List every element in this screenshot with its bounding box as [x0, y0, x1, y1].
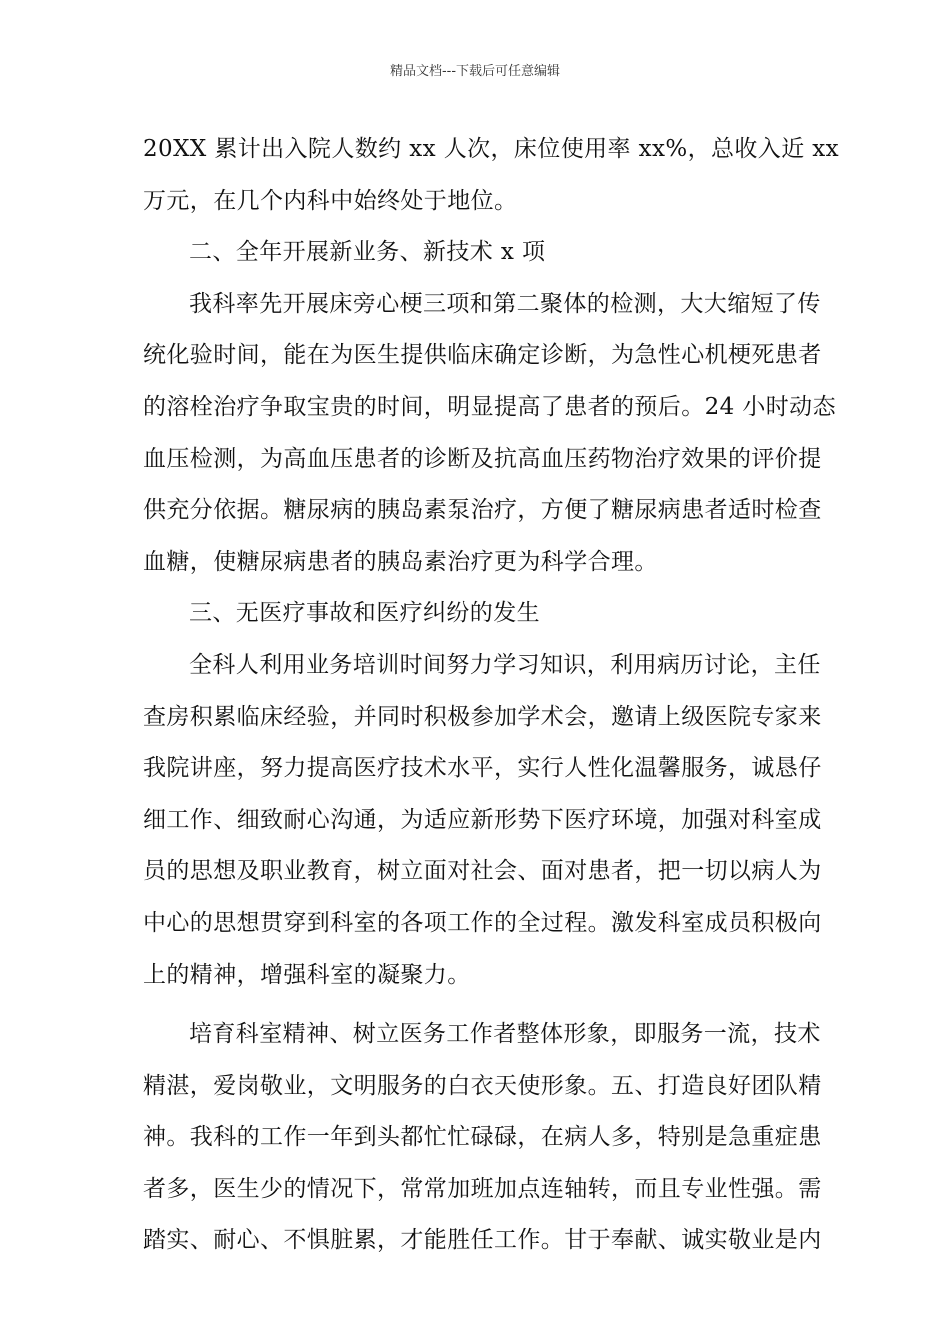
section-heading: 二、全年开展新业务、新技术 x 项: [189, 239, 546, 266]
document-body: [143, 124, 840, 1267]
text-line: 我院讲座，努力提高医疗技术水平，实行人性化温馨服务，诚恳仔: [143, 755, 822, 782]
text-line: 万元，在几个内科中始终处于地位。: [143, 187, 518, 214]
text-line: 中心的思想贯穿到科室的各项工作的全过程。激发科室成员积极向: [143, 909, 822, 936]
text-line: 统化验时间，能在为医生提供临床确定诊断，为急性心机梗死患者: [143, 342, 822, 369]
paragraph-gap: [143, 1001, 811, 1009]
text-line: 细工作、细致耐心沟通，为适应新形势下医疗环境，加强对科室成: [143, 806, 822, 833]
text-line: 者多，医生少的情况下，常常加班加点连轴转，而且专业性强。需: [143, 1175, 822, 1202]
text-line: 血糖，使糖尿病患者的胰岛素治疗更为科学合理。: [143, 548, 658, 575]
text-line: 我科率先开展床旁心梗三项和第二聚体的检测，大大缩短了传: [189, 290, 821, 317]
text-line: 全科人利用业务培训时间努力学习知识，利用病历讨论，主任: [189, 651, 821, 678]
text-line: 培育科室精神、树立医务工作者整体形象，即服务一流，技术: [189, 1021, 821, 1048]
text-line: 上的精神，增强科室的凝聚力。: [143, 961, 471, 988]
text-line: 踏实、耐心、不惧脏累，才能胜任工作。甘于奉献、诚实敬业是内: [143, 1227, 822, 1254]
text-line: 血压检测，为高血压患者的诊断及抗高血压药物治疗效果的评价提: [143, 445, 822, 472]
text-line: 供充分依据。糖尿病的胰岛素泵治疗，方便了糖尿病患者适时检查: [143, 497, 822, 524]
text-line: 精湛，爱岗敬业，文明服务的白衣天使形象。五、打造良好团队精: [143, 1072, 822, 1099]
text-line: 的溶栓治疗争取宝贵的时间，明显提高了患者的预后。24 小时动态: [143, 393, 836, 420]
section-heading: 三、无医疗事故和医疗纠纷的发生: [189, 600, 540, 627]
text-line: 查房积累临床经验，并同时积极参加学术会，邀请上级医院专家来: [143, 703, 822, 730]
text-line: 20XX 累计出入院人数约 xx 人次，床位使用率 xx%，总收入近 xx: [143, 136, 840, 162]
page-header: 精品文档---下载后可任意编辑: [389, 64, 561, 79]
text-line: 神。我科的工作一年到头都忙忙碌碌，在病人多，特别是急重症患: [143, 1124, 822, 1151]
text-line: 员的思想及职业教育，树立面对社会、面对患者，把一切以病人为: [143, 858, 822, 885]
